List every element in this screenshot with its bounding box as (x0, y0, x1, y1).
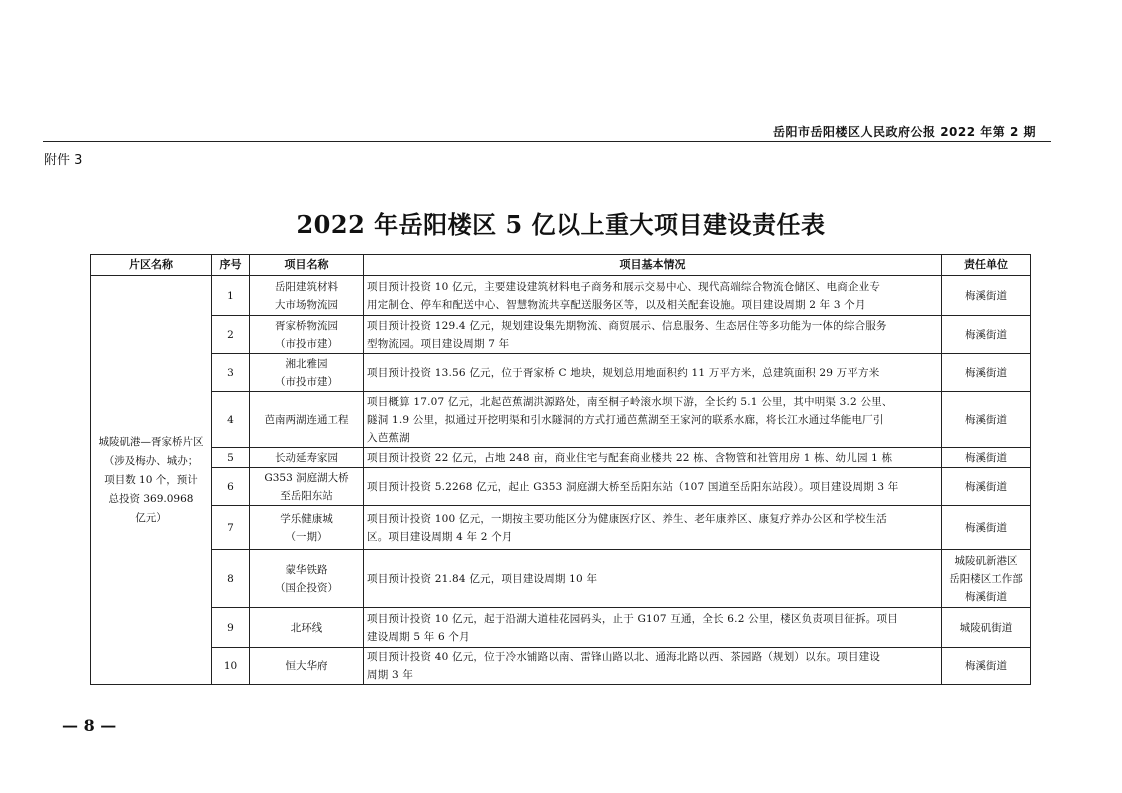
cell-line: 长动延寿家园 (275, 451, 338, 464)
cell-line: 城陵矶街道 (959, 621, 1013, 634)
cell-line: 总投资 369.0968 (108, 492, 194, 505)
responsible-unit (942, 506, 1031, 550)
cell-line: 学乐健康城 (280, 512, 333, 525)
project-name (250, 354, 364, 392)
responsible-unit (942, 316, 1031, 354)
responsible-unit (942, 468, 1031, 506)
cell-line: （涉及梅办、城办； (103, 454, 199, 467)
cell-line: 区。项目建设周期 4 年 2 个月 (367, 530, 513, 543)
table-row (91, 550, 1031, 608)
cell-line: （市投市建） (275, 375, 338, 388)
cell-line: 芭南两湖连通工程 (264, 413, 349, 426)
responsible-unit (942, 392, 1031, 448)
project-number: 5 (212, 448, 250, 468)
cell-line: 至岳阳东站 (280, 489, 333, 502)
project-table (90, 254, 1031, 685)
cell-line: （市投市建） (275, 337, 338, 350)
cell-line: 项目预计投资 129.4 亿元，规划建设集先期物流、商贸展示、信息服务、生态居住等多功能为一体的综合服务 (367, 319, 887, 332)
project-description (364, 448, 942, 468)
project-number: 6 (212, 468, 250, 506)
responsible-unit (942, 354, 1031, 392)
project-description (364, 608, 942, 648)
cell-line: 梅溪街道 (965, 480, 1007, 493)
cell-line: 周期 3 年 (367, 669, 414, 681)
cell-line: G353 洞庭湖大桥 (264, 471, 349, 484)
cell-line: 梅溪街道 (965, 366, 1007, 379)
project-name (250, 648, 364, 685)
table-row (91, 354, 1031, 392)
cell-line: 梅溪街道 (965, 328, 1007, 341)
cell-line: 项目预计投资 40 亿元，位于冷水铺路以南、雷锋山路以北、通海北路以西、茶园路（规划）以东。项目建设 (367, 651, 881, 663)
responsible-unit (942, 648, 1031, 685)
cell-line: 项目预计投资 100 亿元，一期按主要功能区分为健康医疗区、养生、老年康养区、康复疗养办公区和学校生活 (367, 512, 887, 525)
cell-line: 项目预计投资 10 亿元，主要建设建筑材料电子商务和展示交易中心、现代高端综合物流仓储区、电商企业专 (367, 280, 881, 293)
cell-line: 蒙华铁路 (285, 563, 328, 576)
responsible-unit (942, 608, 1031, 648)
cell-line: 岳阳楼区工作部 (949, 572, 1023, 585)
cell-line: 项目预计投资 13.56 亿元，位于胥家桥 C 地块，规划总用地面积约 11 万平方米，总建筑面积 29 万平方米 (367, 366, 880, 379)
header-divider (43, 141, 1051, 142)
attachment-label: 附件 3 (44, 153, 83, 168)
responsible-unit (942, 276, 1031, 316)
col-name-header: 项目名称 (250, 255, 364, 276)
cell-line: 项目预计投资 5.2268 亿元，起止 G353 洞庭湖大桥至岳阳东站（107 国道至岳阳东站段）。项目建设周期 3 年 (367, 480, 899, 493)
page-number: — 8 — (62, 716, 117, 735)
cell-line: 恒大华府 (285, 660, 328, 672)
table-row (91, 468, 1031, 506)
table-row (91, 506, 1031, 550)
cell-line: 城陵矶港—胥家桥片区 (98, 435, 204, 448)
responsible-unit (942, 448, 1031, 468)
project-name (250, 448, 364, 468)
table-body (91, 276, 1031, 685)
cell-line: 型物流园。项目建设周期 7 年 (367, 337, 510, 350)
cell-line: 项目预计投资 10 亿元，起于沿湖大道桂花园码头，止于 G107 互通，全长 6.2 公里，楼区负责项目征拆。项目 (367, 612, 898, 625)
project-name (250, 550, 364, 608)
project-number: 1 (212, 276, 250, 316)
project-description (364, 468, 942, 506)
zone-cell (91, 276, 212, 685)
cell-line: 梅溪街道 (965, 451, 1007, 464)
project-number: 3 (212, 354, 250, 392)
cell-line: 城陵矶新港区 (954, 554, 1018, 567)
project-name (250, 506, 364, 550)
responsible-unit (942, 550, 1031, 608)
project-description (364, 648, 942, 685)
col-no-header: 序号 (212, 255, 250, 276)
project-number: 4 (212, 392, 250, 448)
project-number: 9 (212, 608, 250, 648)
project-description (364, 550, 942, 608)
col-desc-header: 项目基本情况 (364, 255, 942, 276)
project-number: 10 (212, 648, 250, 685)
cell-line: 大市场物流园 (275, 298, 338, 311)
cell-line: 湘北雅园 (285, 357, 328, 370)
cell-line: 岳阳建筑材料 (275, 280, 338, 293)
cell-line: 建设周期 5 年 6 个月 (367, 630, 470, 643)
project-name (250, 276, 364, 316)
cell-line: 梅溪街道 (965, 660, 1007, 672)
col-unit-header: 责任单位 (942, 255, 1031, 276)
publication-header: 岳阳市岳阳楼区人民政府公报 2022 年第 2 期 (773, 125, 1036, 139)
table-row (91, 448, 1031, 468)
cell-line: 北环线 (290, 621, 323, 634)
cell-line: 梅溪街道 (965, 521, 1007, 534)
cell-line: 亿元） (135, 511, 167, 524)
cell-line: 项目预计投资 22 亿元，占地 248 亩，商业住宅与配套商业楼共 22 栋、含物管和社管用房 1 栋、幼儿园 1 栋 (367, 451, 893, 464)
table-header-row (91, 255, 1031, 276)
table-row (91, 392, 1031, 448)
cell-line: 梅溪街道 (965, 289, 1007, 302)
cell-line: 梅溪街道 (965, 413, 1007, 426)
cell-line: （一期） (285, 530, 328, 543)
project-name (250, 316, 364, 354)
table-row (91, 608, 1031, 648)
project-name (250, 392, 364, 448)
table-row (91, 276, 1031, 316)
cell-line: （国企投资） (275, 581, 338, 594)
project-description (364, 506, 942, 550)
project-number: 8 (212, 550, 250, 608)
cell-line: 项目预计投资 21.84 亿元，项目建设周期 10 年 (367, 572, 598, 585)
project-number: 2 (212, 316, 250, 354)
table-row (91, 316, 1031, 354)
project-description (364, 392, 942, 448)
table-row (91, 648, 1031, 685)
project-description (364, 276, 942, 316)
project-description (364, 354, 942, 392)
cell-line: 梅溪街道 (965, 590, 1007, 603)
project-number: 7 (212, 506, 250, 550)
project-name (250, 608, 364, 648)
cell-line: 项目数 10 个，预计 (104, 473, 198, 486)
cell-line: 入芭蕉湖 (367, 431, 410, 444)
page-title: 2022 年岳阳楼区 5 亿以上重大项目建设责任表 (296, 210, 826, 239)
project-name (250, 468, 364, 506)
col-zone-header: 片区名称 (91, 255, 212, 276)
cell-line: 隧洞 1.9 公里，拟通过开挖明渠和引水隧洞的方式打通芭蕉湖至王家河的联系水廊，将长江水通过华能电厂引 (367, 413, 884, 426)
cell-line: 胥家桥物流园 (275, 319, 338, 332)
cell-line: 项目概算 17.07 亿元，北起芭蕉湖洪源路处，南至桐子岭滚水坝下游，全长约 5.1 公里，其中明渠 3.2 公里、 (367, 395, 893, 408)
cell-line: 用定制仓、停车和配送中心、智慧物流共享配送服务区等，以及相关配套设施。项目建设周期 2 年 3 个月 (367, 298, 866, 311)
project-description (364, 316, 942, 354)
